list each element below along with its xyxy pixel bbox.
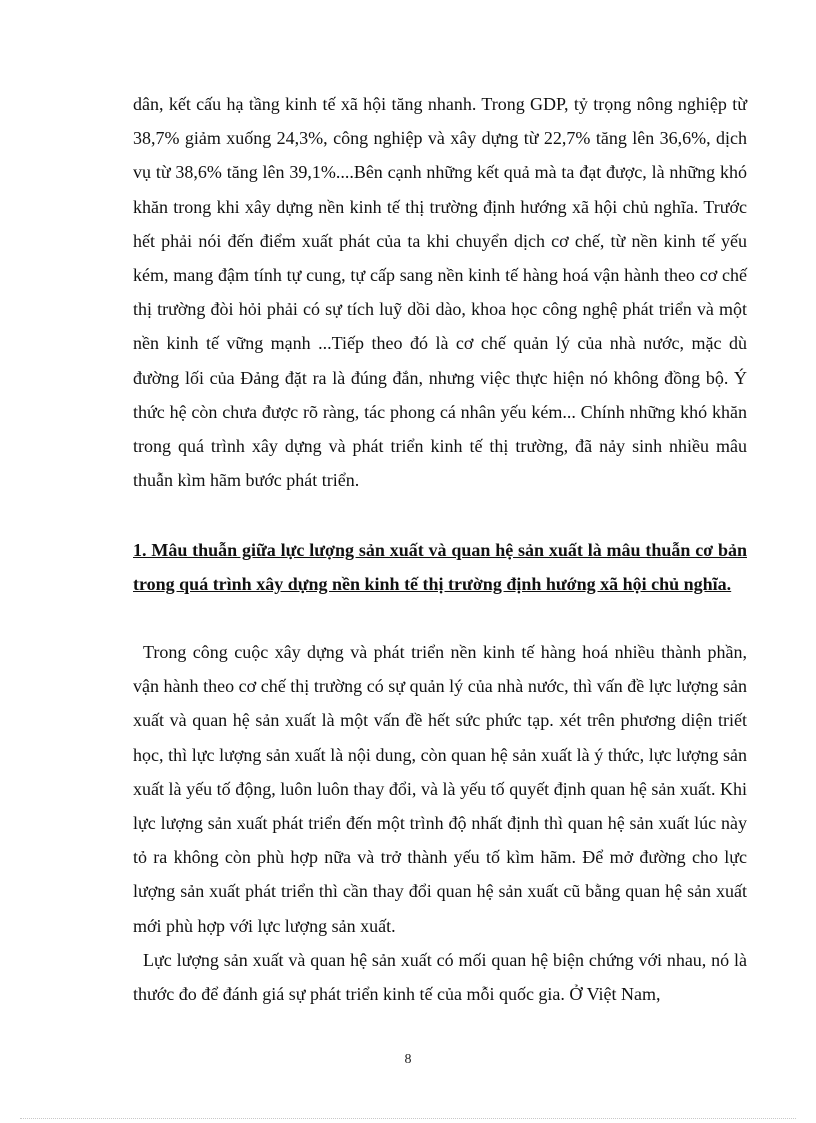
paragraph-intro: dân, kết cấu hạ tầng kinh tế xã hội tăng nhanh. Trong GDP, tỷ trọng nông nghiệp từ 38,7% giảm xuống 24,3%, công nghiệp và xây dựng từ 22,7% tăng lên 36,6%, dịch vụ từ 38,6% tăng lên 39,1%....Bên cạnh những kết quả mà ta đạt được, là những khó khăn trong khi xây dựng nền kinh tế thị trường định hướng xã hội chủ nghĩa. Trước hết phải nói đến điểm xuất phát của ta khi chuyển dịch cơ chế, từ nền kinh tế yếu kém, mang đậm tính tự cung, tự cấp sang nền kinh tế hàng hoá vận hành theo cơ chế thị trường đòi hỏi phải có sự tích luỹ dồi dào, khoa học công nghệ phát triển và một nền kinh tế vững mạnh ...Tiếp theo đó là cơ chế quản lý của nhà nước, mặc dù đường lối của Đảng đặt ra là đúng đắn, nhưng việc thực hiện nó không đồng bộ. Ý thức hệ còn chưa được rõ ràng, tác phong cá nhân yếu kém... Chính những khó khăn trong quá trình xây dựng và phát triển kinh tế thị trường, đã nảy sinh nhiều mâu thuẫn kìm hãm bước phát triển.: [133, 94, 747, 491]
paragraph-dialectical-relation: Lực lượng sản xuất và quan hệ sản xuất có mối quan hệ biện chứng với nhau, nó là thước đo để đánh giá sự phát triển kinh tế của mỗi quốc gia. Ở Việt Nam,: [133, 950, 747, 1005]
page-bottom-divider: [20, 1118, 796, 1119]
paragraph-forces-relations: Trong công cuộc xây dựng và phát triển nền kinh tế hàng hoá nhiều thành phần, vận hành theo cơ chế thị trường có sự quản lý của nhà nước, thì vấn đề lực lượng sản xuất và quan hệ sản xuất là một vấn đề hết sức phức tạp. xét trên phương diện triết học, thì lực lượng sản xuất là nội dung, còn quan hệ sản xuất là ý thức, lực lượng sản xuất là yếu tố động, luôn luôn thay đổi, và là yếu tố quyết định quan hệ sản xuất. Khi lực lượng sản xuất phát triển đến một trình độ nhất định thì quan hệ sản xuất lúc này tỏ ra không còn phù hợp nữa và trở thành yếu tố kìm hãm. Để mở đường cho lực lượng sản xuất phát triển thì cần thay đổi quan hệ sản xuất cũ bằng quan hệ sản xuất mới phù hợp với lực lượng sản xuất.: [133, 642, 747, 936]
section-heading: 1. Mâu thuẫn giữa lực lượng sản xuất và quan hệ sản xuất là mâu thuẫn cơ bản trong quá trình xây dựng nền kinh tế thị trường định hướng xã hội chủ nghĩa.: [133, 540, 747, 594]
page-number: 8: [404, 1052, 412, 1067]
